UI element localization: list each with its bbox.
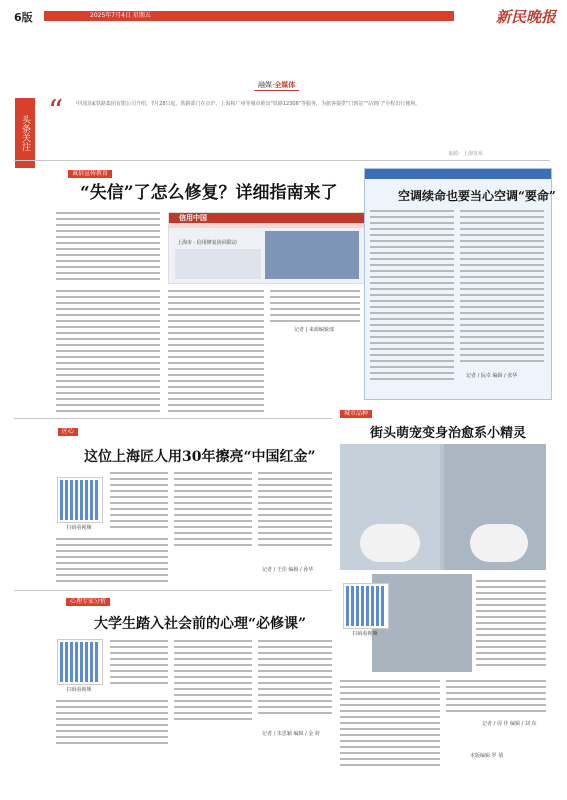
text-line [446, 710, 546, 712]
text-line [370, 300, 454, 302]
qr-code-icon[interactable] [344, 584, 388, 628]
newspaper-logo: 新民晚报 [496, 8, 557, 26]
text-line [340, 740, 440, 742]
text-line [460, 318, 544, 320]
text-line [56, 314, 160, 316]
text-line [340, 686, 440, 688]
text-line [258, 532, 332, 534]
article2-credit: 记者 / 王佳 编辑 / 孙华 [262, 567, 314, 573]
layout-credit: 本版编辑 罗 倩 [470, 753, 504, 759]
text-line [340, 764, 440, 766]
article1-rubric: 诚信宣传教育 [68, 170, 112, 178]
text-line [174, 496, 252, 498]
text-line [174, 700, 252, 702]
text-line [110, 646, 168, 648]
text-line [460, 348, 544, 350]
text-line [168, 398, 264, 400]
text-line [258, 484, 332, 486]
text-line [56, 248, 160, 250]
text-line [174, 544, 252, 546]
text-line [168, 362, 264, 364]
text-line [56, 730, 168, 732]
text-line [174, 670, 252, 672]
qr-code-icon[interactable] [58, 478, 102, 522]
text-line [110, 502, 168, 504]
text-line [258, 694, 332, 696]
text-line [168, 380, 264, 382]
text-line [56, 290, 160, 292]
text-line [340, 734, 440, 736]
text-line [370, 270, 454, 272]
text-line [258, 478, 332, 480]
text-line [56, 254, 160, 256]
text-line [174, 520, 252, 522]
text-line [168, 302, 264, 304]
text-line [110, 670, 168, 672]
text-line [56, 580, 168, 582]
text-line [56, 242, 160, 244]
article3-rubric: 心理专家分析 [66, 598, 110, 606]
text-line [370, 294, 454, 296]
text-line [56, 706, 168, 708]
text-line [56, 260, 160, 262]
page-number: 6版 [14, 11, 33, 24]
text-line [340, 746, 440, 748]
text-line [476, 604, 546, 606]
text-line [110, 508, 168, 510]
text-line [174, 688, 252, 690]
text-line [476, 658, 546, 660]
text-line [56, 218, 160, 220]
text-line [476, 628, 546, 630]
text-line [258, 658, 332, 660]
pets-credit: 记者 / 周 佳 编辑 / 刘 东 [482, 721, 537, 727]
pets-qr-label: 扫码看视频 [352, 631, 378, 637]
text-line [258, 496, 332, 498]
text-line [110, 682, 168, 684]
text-line [258, 508, 332, 510]
dog-left [360, 524, 420, 562]
text-line [56, 544, 168, 546]
text-line [460, 234, 544, 236]
text-line [174, 538, 252, 540]
text-line [340, 728, 440, 730]
text-line [168, 290, 264, 292]
text-line [110, 496, 168, 498]
text-line [460, 336, 544, 338]
text-line [56, 380, 160, 382]
text-line [270, 308, 360, 310]
text-line [56, 266, 160, 268]
text-line [460, 276, 544, 278]
text-line [56, 368, 160, 370]
text-line [370, 240, 454, 242]
text-line [56, 712, 168, 714]
text-line [56, 350, 160, 352]
text-line [110, 478, 168, 480]
text-line [56, 302, 160, 304]
text-line [258, 514, 332, 516]
text-line [370, 342, 454, 344]
text-line [168, 410, 264, 412]
pets-rubric: 城市品种 [340, 410, 372, 418]
text-line [460, 252, 544, 254]
text-line [174, 526, 252, 528]
text-line [168, 344, 264, 346]
text-line [476, 610, 546, 612]
text-line [168, 368, 264, 370]
text-line [110, 490, 168, 492]
text-line [168, 392, 264, 394]
text-line [370, 324, 454, 326]
text-line [56, 724, 168, 726]
text-line [174, 706, 252, 708]
text-line [168, 314, 264, 316]
text-line [258, 520, 332, 522]
text-line [110, 664, 168, 666]
text-line [340, 704, 440, 706]
text-line [460, 288, 544, 290]
text-line [340, 692, 440, 694]
divider [14, 590, 332, 591]
text-line [258, 652, 332, 654]
text-line [270, 302, 360, 304]
text-line [270, 320, 360, 322]
text-line [56, 374, 160, 376]
text-line [56, 404, 160, 406]
pets-title: 街头萌宠变身治愈系小精灵 [370, 426, 527, 441]
text-line [174, 484, 252, 486]
text-line [370, 354, 454, 356]
text-line [476, 580, 546, 582]
text-line [460, 210, 544, 212]
text-line [370, 258, 454, 260]
text-line [258, 688, 332, 690]
section-tag [254, 80, 299, 91]
text-line [56, 410, 160, 412]
text-line [460, 258, 544, 260]
text-line [258, 526, 332, 528]
text-line [168, 404, 264, 406]
text-line [56, 308, 160, 310]
text-line [460, 312, 544, 314]
text-line [370, 282, 454, 284]
article1-credit: 记者 | 来源编辑部 [294, 327, 334, 333]
text-line [460, 216, 544, 218]
text-line [476, 634, 546, 636]
text-line [258, 700, 332, 702]
text-line [370, 234, 454, 236]
text-line [56, 212, 160, 214]
text-line [168, 350, 264, 352]
text-line [110, 514, 168, 516]
text-line [56, 338, 160, 340]
text-line [460, 330, 544, 332]
focus-source: 来源：上海发布 [448, 151, 484, 157]
text-line [370, 228, 454, 230]
text-line [270, 296, 360, 298]
text-line [56, 550, 168, 552]
text-line [370, 330, 454, 332]
air-credit: 记者 / 阮卓 编辑 / 张华 [466, 373, 518, 379]
text-line [460, 342, 544, 344]
text-line [476, 646, 546, 648]
article2-rubric: 匠心 [58, 428, 78, 436]
issue-date: 2025年7月4日 星期五 [90, 12, 151, 19]
text-line [56, 386, 160, 388]
text-line [446, 698, 546, 700]
text-line [370, 216, 454, 218]
text-line [174, 646, 252, 648]
text-line [460, 354, 544, 356]
text-line [370, 306, 454, 308]
text-line [174, 532, 252, 534]
pets-photo [340, 444, 546, 570]
text-line [56, 556, 168, 558]
text-line [258, 544, 332, 546]
text-line [446, 704, 546, 706]
qr-code-icon[interactable] [58, 640, 102, 684]
text-line [370, 288, 454, 290]
text-line [110, 520, 168, 522]
text-line [340, 680, 440, 682]
focus-lead: 中国国家铁路集团有限公司介绍，7月28日起，铁路部门在京沪、上海和广州等城市推出"铁路12306"等服务，为旅客提供"门到站""站到门"全程出行便利。 [76, 101, 421, 107]
text-line [110, 676, 168, 678]
text-line [168, 356, 264, 358]
text-line [460, 294, 544, 296]
text-line [174, 664, 252, 666]
article1-title: “失信”了怎么修复？详细指南来了 [80, 183, 338, 203]
text-line [340, 758, 440, 760]
text-line [270, 290, 360, 292]
text-line [56, 356, 160, 358]
text-line [56, 320, 160, 322]
text-line [110, 652, 168, 654]
text-line [258, 682, 332, 684]
text-line [168, 326, 264, 328]
divider [14, 160, 550, 161]
text-line [56, 344, 160, 346]
text-line [56, 742, 168, 744]
text-line [56, 230, 160, 232]
text-line [168, 320, 264, 322]
text-line [258, 712, 332, 714]
text-line [476, 622, 546, 624]
text-line [258, 706, 332, 708]
text-line [370, 276, 454, 278]
text-line [446, 680, 546, 682]
text-line [56, 398, 160, 400]
text-line [168, 374, 264, 376]
text-line [460, 264, 544, 266]
text-line [370, 312, 454, 314]
text-line [370, 372, 454, 374]
text-line [460, 246, 544, 248]
article2-qr-label: 扫码看视频 [66, 525, 92, 531]
text-line [110, 526, 168, 528]
text-line [460, 222, 544, 224]
air-title: 空调续命也要当心空调“要命” [398, 189, 556, 203]
text-line [56, 224, 160, 226]
article3-qr-label: 扫码看视频 [66, 687, 92, 693]
text-line [258, 490, 332, 492]
quote-mark-icon: “ [48, 94, 64, 129]
text-line [476, 598, 546, 600]
text-line [56, 700, 168, 702]
text-line [476, 640, 546, 642]
text-line [340, 722, 440, 724]
text-line [56, 574, 168, 576]
text-line [370, 318, 454, 320]
text-line [56, 562, 168, 564]
text-line [56, 718, 168, 720]
text-line [476, 592, 546, 594]
text-line [370, 264, 454, 266]
website-logo: 信用中国 [179, 214, 207, 222]
text-line [56, 568, 168, 570]
article3-credit: 记者 / 朱思颖 编辑 / 金 荷 [262, 731, 320, 737]
text-line [174, 682, 252, 684]
text-line [174, 478, 252, 480]
text-line [174, 718, 252, 720]
website-caption: 上海市 · 信用修复协同联动 [177, 240, 237, 246]
text-line [174, 658, 252, 660]
dog-right [470, 524, 528, 562]
text-line [460, 306, 544, 308]
text-line [174, 694, 252, 696]
text-line [370, 348, 454, 350]
text-line [174, 652, 252, 654]
text-line [460, 300, 544, 302]
text-line [258, 670, 332, 672]
text-line [56, 538, 168, 540]
text-line [56, 392, 160, 394]
website-photo [265, 231, 359, 279]
text-line [168, 296, 264, 298]
text-line [258, 664, 332, 666]
text-line [370, 360, 454, 362]
text-line [460, 360, 544, 362]
text-line [370, 336, 454, 338]
text-line [460, 270, 544, 272]
text-line [460, 324, 544, 326]
text-line [56, 332, 160, 334]
text-line [460, 240, 544, 242]
text-line [168, 338, 264, 340]
text-line [174, 640, 252, 642]
text-line [476, 616, 546, 618]
text-line [370, 252, 454, 254]
text-line [56, 236, 160, 238]
text-line [168, 332, 264, 334]
text-line [56, 326, 160, 328]
text-line [340, 752, 440, 754]
section-tag-name: 全媒体 [274, 81, 296, 89]
text-line [446, 692, 546, 694]
text-line [258, 472, 332, 474]
text-line [370, 246, 454, 248]
text-line [460, 282, 544, 284]
article2-title: 这位上海匠人用30年擦亮“中国红金” [84, 449, 316, 465]
text-line [270, 314, 360, 316]
air-box-bar [365, 169, 551, 179]
text-line [174, 502, 252, 504]
text-line [56, 736, 168, 738]
text-line [258, 676, 332, 678]
text-line [174, 514, 252, 516]
text-line [56, 362, 160, 364]
text-line [476, 586, 546, 588]
article3-title: 大学生踏入社会前的心理“必修课” [94, 616, 307, 632]
text-line [258, 502, 332, 504]
text-line [56, 272, 160, 274]
credit-website-screenshot [168, 212, 366, 284]
text-line [174, 508, 252, 510]
website-banner [175, 249, 261, 279]
text-line [56, 278, 160, 280]
text-line [174, 490, 252, 492]
text-line [174, 676, 252, 678]
section-tag-prefix: 融媒· [258, 81, 275, 89]
website-nav [169, 223, 365, 228]
text-line [476, 652, 546, 654]
text-line [340, 710, 440, 712]
text-line [110, 640, 168, 642]
text-line [258, 538, 332, 540]
text-line [258, 640, 332, 642]
text-line [174, 472, 252, 474]
text-line [110, 658, 168, 660]
text-line [110, 472, 168, 474]
text-line [258, 646, 332, 648]
text-line [340, 716, 440, 718]
text-line [174, 712, 252, 714]
divider [14, 418, 332, 419]
focus-tab: 头条关注 [15, 98, 35, 168]
text-line [168, 386, 264, 388]
text-line [370, 378, 454, 380]
text-line [370, 366, 454, 368]
text-line [56, 296, 160, 298]
text-line [446, 686, 546, 688]
text-line [476, 664, 546, 666]
text-line [370, 210, 454, 212]
text-line [460, 228, 544, 230]
text-line [168, 308, 264, 310]
text-line [340, 698, 440, 700]
text-line [110, 484, 168, 486]
text-line [370, 222, 454, 224]
